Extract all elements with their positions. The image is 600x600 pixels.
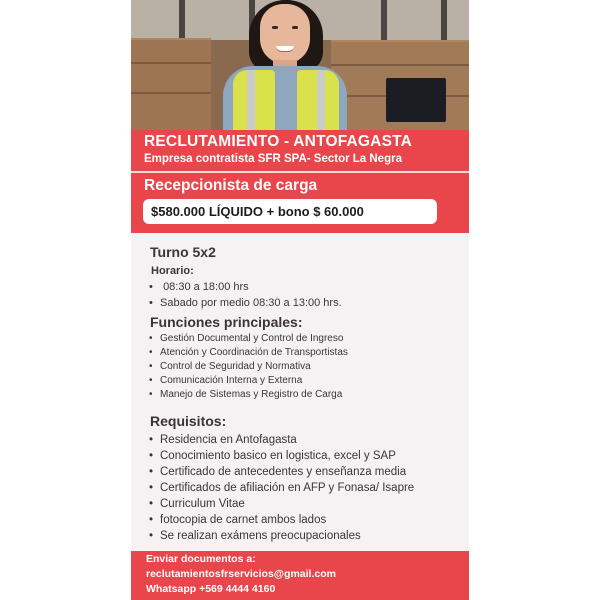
list-item: • Sabado por medio 08:30 a 13:00 hrs. <box>149 297 342 309</box>
job-role: Recepcionista de carga <box>144 177 318 194</box>
company-subtitle: Empresa contratista SFR SPA- Sector La Negra <box>144 153 402 165</box>
list-item: • Conocimiento basico en logistica, excel y SAP <box>149 450 396 462</box>
worker-photo <box>131 0 469 130</box>
header-banner <box>131 130 469 233</box>
contact-footer <box>131 551 469 600</box>
functions-heading: Funciones principales: <box>150 314 303 330</box>
list-item: • Certificados de afiliación en AFP y Fonasa/ Isapre <box>149 482 415 494</box>
list-item: • fotocopia de carnet ambos lados <box>149 514 327 526</box>
list-item: • Atención y Coordinación de Transportistas <box>149 347 348 358</box>
job-details <box>131 233 469 551</box>
contact-email: reclutamientosfrservicios@gmail.com <box>146 568 336 580</box>
page-title: RECLUTAMIENTO - ANTOFAGASTA <box>144 133 413 150</box>
list-item: • Gestión Documental y Control de Ingreso <box>149 333 344 344</box>
salary-badge <box>143 199 437 224</box>
salary-text: $580.000 LÍQUIDO + bono $ 60.000 <box>151 204 364 219</box>
header-divider <box>131 171 469 173</box>
list-item: • Comunicación Interna y Externa <box>149 375 303 386</box>
list-item: • Residencia en Antofagasta <box>149 434 297 446</box>
send-documents-label: Enviar documentos a: <box>146 553 256 565</box>
list-item: • 08:30 a 18:00 hrs <box>149 281 249 293</box>
schedule-label: Horario: <box>151 265 194 277</box>
requirements-heading: Requisitos: <box>150 413 227 429</box>
list-item: • Control de Seguridad y Normativa <box>149 361 311 372</box>
job-flyer <box>131 0 469 600</box>
list-item: • Se realizan exámens preocupacionales <box>149 530 361 542</box>
list-item: • Certificado de antecedentes y enseñanza media <box>149 466 407 478</box>
list-item: • Manejo de Sistemas y Registro de Carga <box>149 389 343 400</box>
contact-whatsapp: Whatsapp +569 4444 4160 <box>146 583 276 595</box>
list-item: • Curriculum Vitae <box>149 498 245 510</box>
shift-heading: Turno 5x2 <box>150 244 216 260</box>
